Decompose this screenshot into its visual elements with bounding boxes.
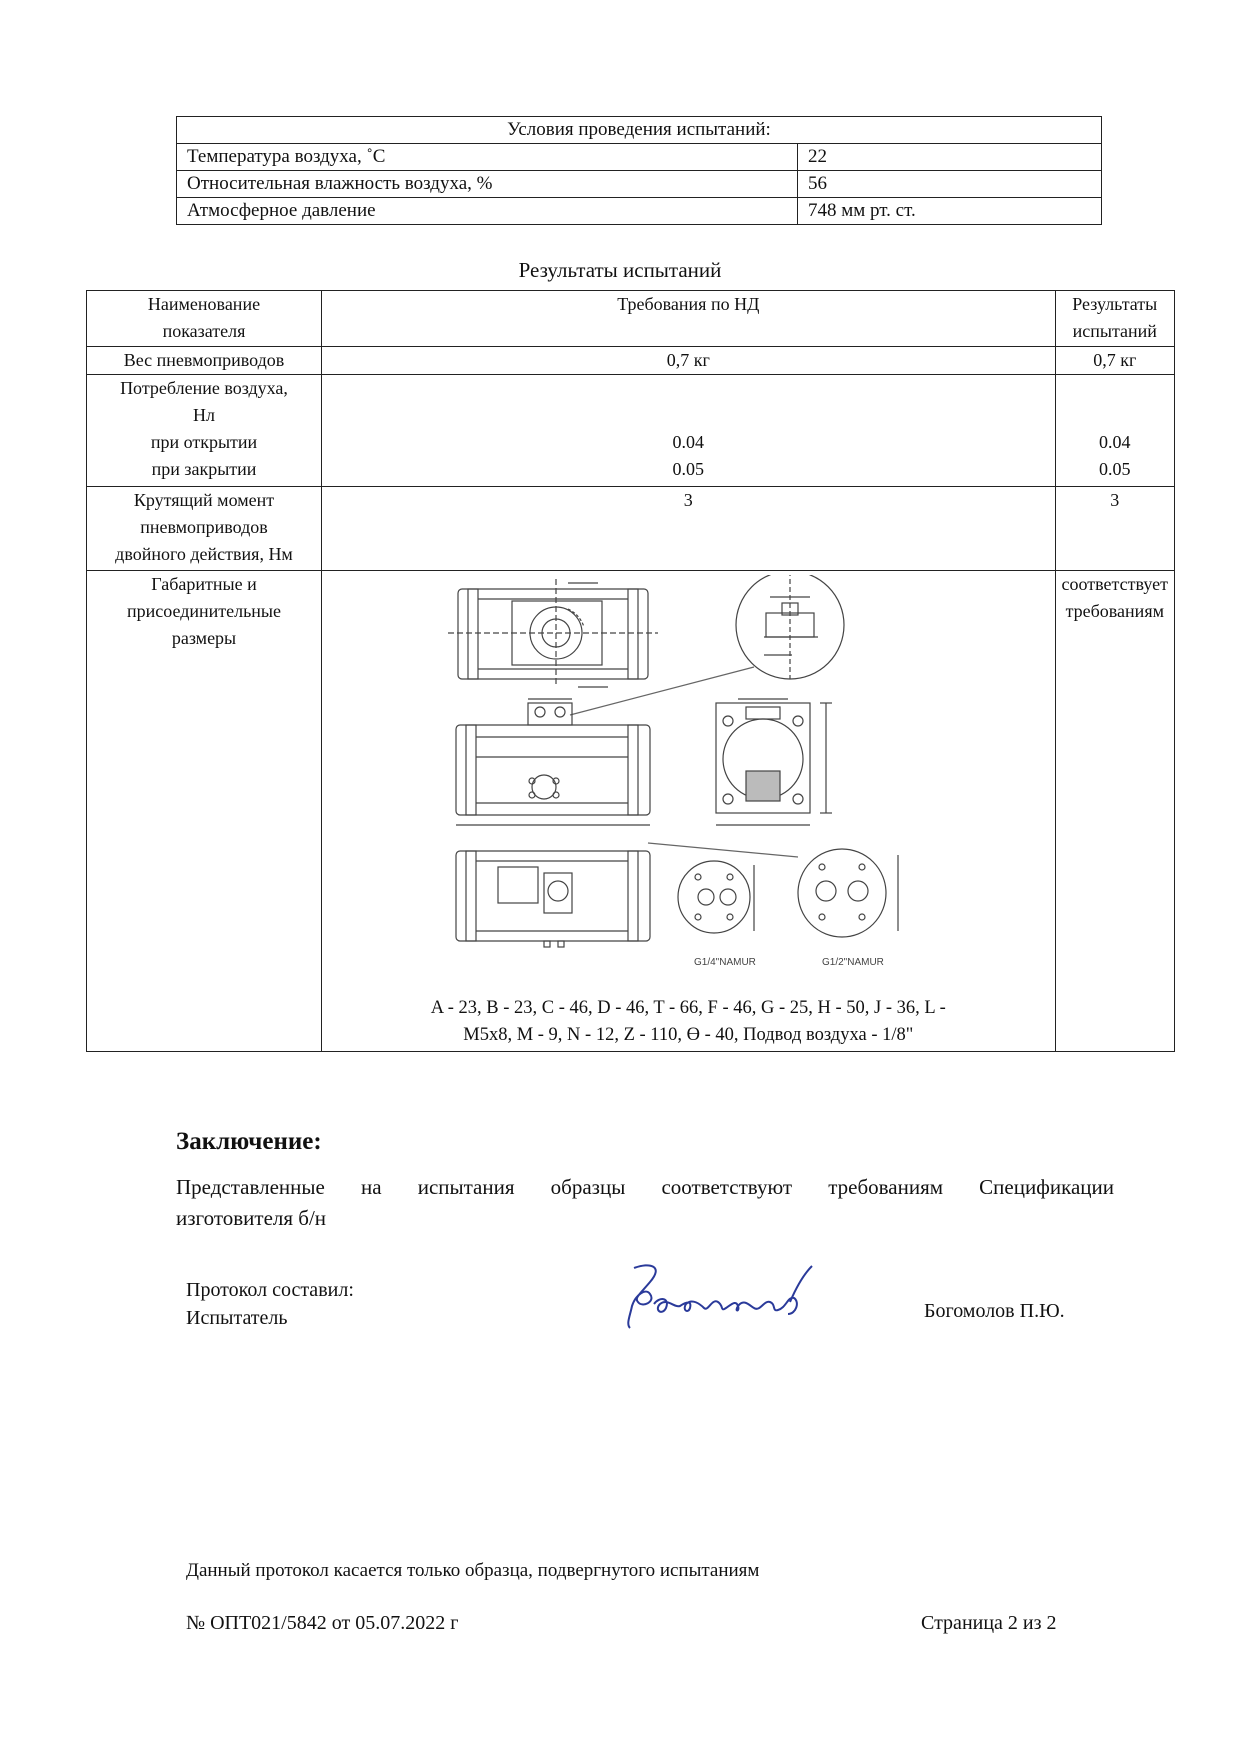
protocol-author-label: [186, 1276, 354, 1332]
table-row: [177, 171, 1102, 198]
table-row: [177, 198, 1102, 225]
protocol-author-label-line1: Протокол составил:: [186, 1279, 354, 1301]
torque-name-line3: двойного действия, Нм: [115, 544, 293, 564]
air-name: [87, 375, 322, 487]
torque-req: 3: [322, 487, 1056, 571]
table-row: [87, 571, 1175, 1052]
handwritten-signature: [620, 1258, 840, 1338]
conclusion-text-line1: Представленные на испытания образцы соответствуют требованиям Спецификации: [176, 1175, 1114, 1199]
torque-name: [87, 487, 322, 571]
header-indicator-line1: Наименование: [147, 294, 261, 314]
torque-name-line2: пневмоприводов: [140, 517, 268, 537]
conclusion-title: Заключение:: [176, 1128, 322, 1155]
dims-res: [1055, 571, 1174, 1052]
header-results: [1055, 291, 1174, 347]
torque-name-line1: Крутящий момент: [133, 490, 275, 510]
dims-name-line1: Габаритные и: [151, 574, 257, 594]
dims-req: [322, 571, 1056, 1052]
air-name-line1: Потребление воздуха,: [120, 378, 288, 398]
header-results-line2: испытаний: [1072, 321, 1157, 341]
conditions-title: Условия проведения испытаний:: [177, 117, 1102, 144]
dims-res-line2: требованиям: [1065, 601, 1164, 621]
table-row: [87, 375, 1175, 487]
dims-req-line1: A - 23, B - 23, C - 46, D - 46, T - 66, F - 46, G - 25, H - 50, J - 36, L -: [430, 998, 946, 1018]
condition-label: Температура воздуха, ˚С: [177, 144, 798, 171]
dims-name-line3: размеры: [171, 628, 237, 648]
air-req-open: 0.04: [672, 432, 705, 452]
table-header-row: [87, 291, 1175, 347]
header-indicator: [87, 291, 322, 347]
results-table: [86, 290, 1175, 1052]
condition-label: Атмосферное давление: [177, 198, 798, 225]
dims-req-line2: M5x8, M - 9, N - 12, Z - 110, Ө - 40, Подвод воздуха - 1/8": [463, 1025, 914, 1045]
air-name-line2: Нл: [193, 405, 215, 425]
table-row: [177, 144, 1102, 171]
table-row: [87, 487, 1175, 571]
torque-res: 3: [1055, 487, 1174, 571]
dims-req-text: [328, 995, 1049, 1051]
header-results-line1: Результаты: [1072, 294, 1158, 314]
conclusion-text: [176, 1172, 1114, 1234]
dims-name: [87, 571, 322, 1052]
air-res-close: 0.05: [1099, 459, 1131, 479]
table-row: [87, 347, 1175, 375]
actuator-technical-drawing: [448, 575, 928, 995]
air-close-label: при закрытии: [151, 459, 257, 479]
air-req: [322, 375, 1056, 487]
page-number: Страница 2 из 2: [921, 1612, 1057, 1634]
namur-half-label: G1/2"NAMUR: [822, 957, 885, 968]
weight-name: Вес пневмоприводов: [87, 347, 322, 375]
conditions-table: [176, 116, 1102, 225]
protocol-author-label-line2: Испытатель: [186, 1307, 288, 1329]
conclusion-text-line2: изготовителя б/н: [176, 1206, 327, 1230]
dims-name-line2: присоединительные: [126, 601, 282, 621]
weight-res: 0,7 кг: [1055, 347, 1174, 375]
condition-value: 22: [798, 144, 1102, 171]
weight-req: 0,7 кг: [322, 347, 1056, 375]
header-indicator-line2: показателя: [162, 321, 246, 341]
air-open-label: при открытии: [150, 432, 258, 452]
header-requirements: Требования по НД: [322, 291, 1056, 347]
footer-note: Данный протокол касается только образца, подвергнутого испытаниям: [186, 1560, 760, 1581]
condition-value: 56: [798, 171, 1102, 198]
air-res: [1055, 375, 1174, 487]
air-res-open: 0.04: [1099, 432, 1131, 452]
results-title: Результаты испытаний: [518, 258, 722, 282]
air-req-close: 0.05: [672, 459, 705, 479]
dims-res-line1: соответствует: [1061, 574, 1168, 594]
condition-label: Относительная влажность воздуха, %: [177, 171, 798, 198]
document-number: № ОПТ021/5842 от 05.07.2022 г: [186, 1612, 459, 1634]
namur-quarter-label: G1/4"NAMUR: [694, 957, 757, 968]
condition-value: 748 мм рт. ст.: [798, 198, 1102, 225]
signer-name: Богомолов П.Ю.: [924, 1300, 1065, 1322]
